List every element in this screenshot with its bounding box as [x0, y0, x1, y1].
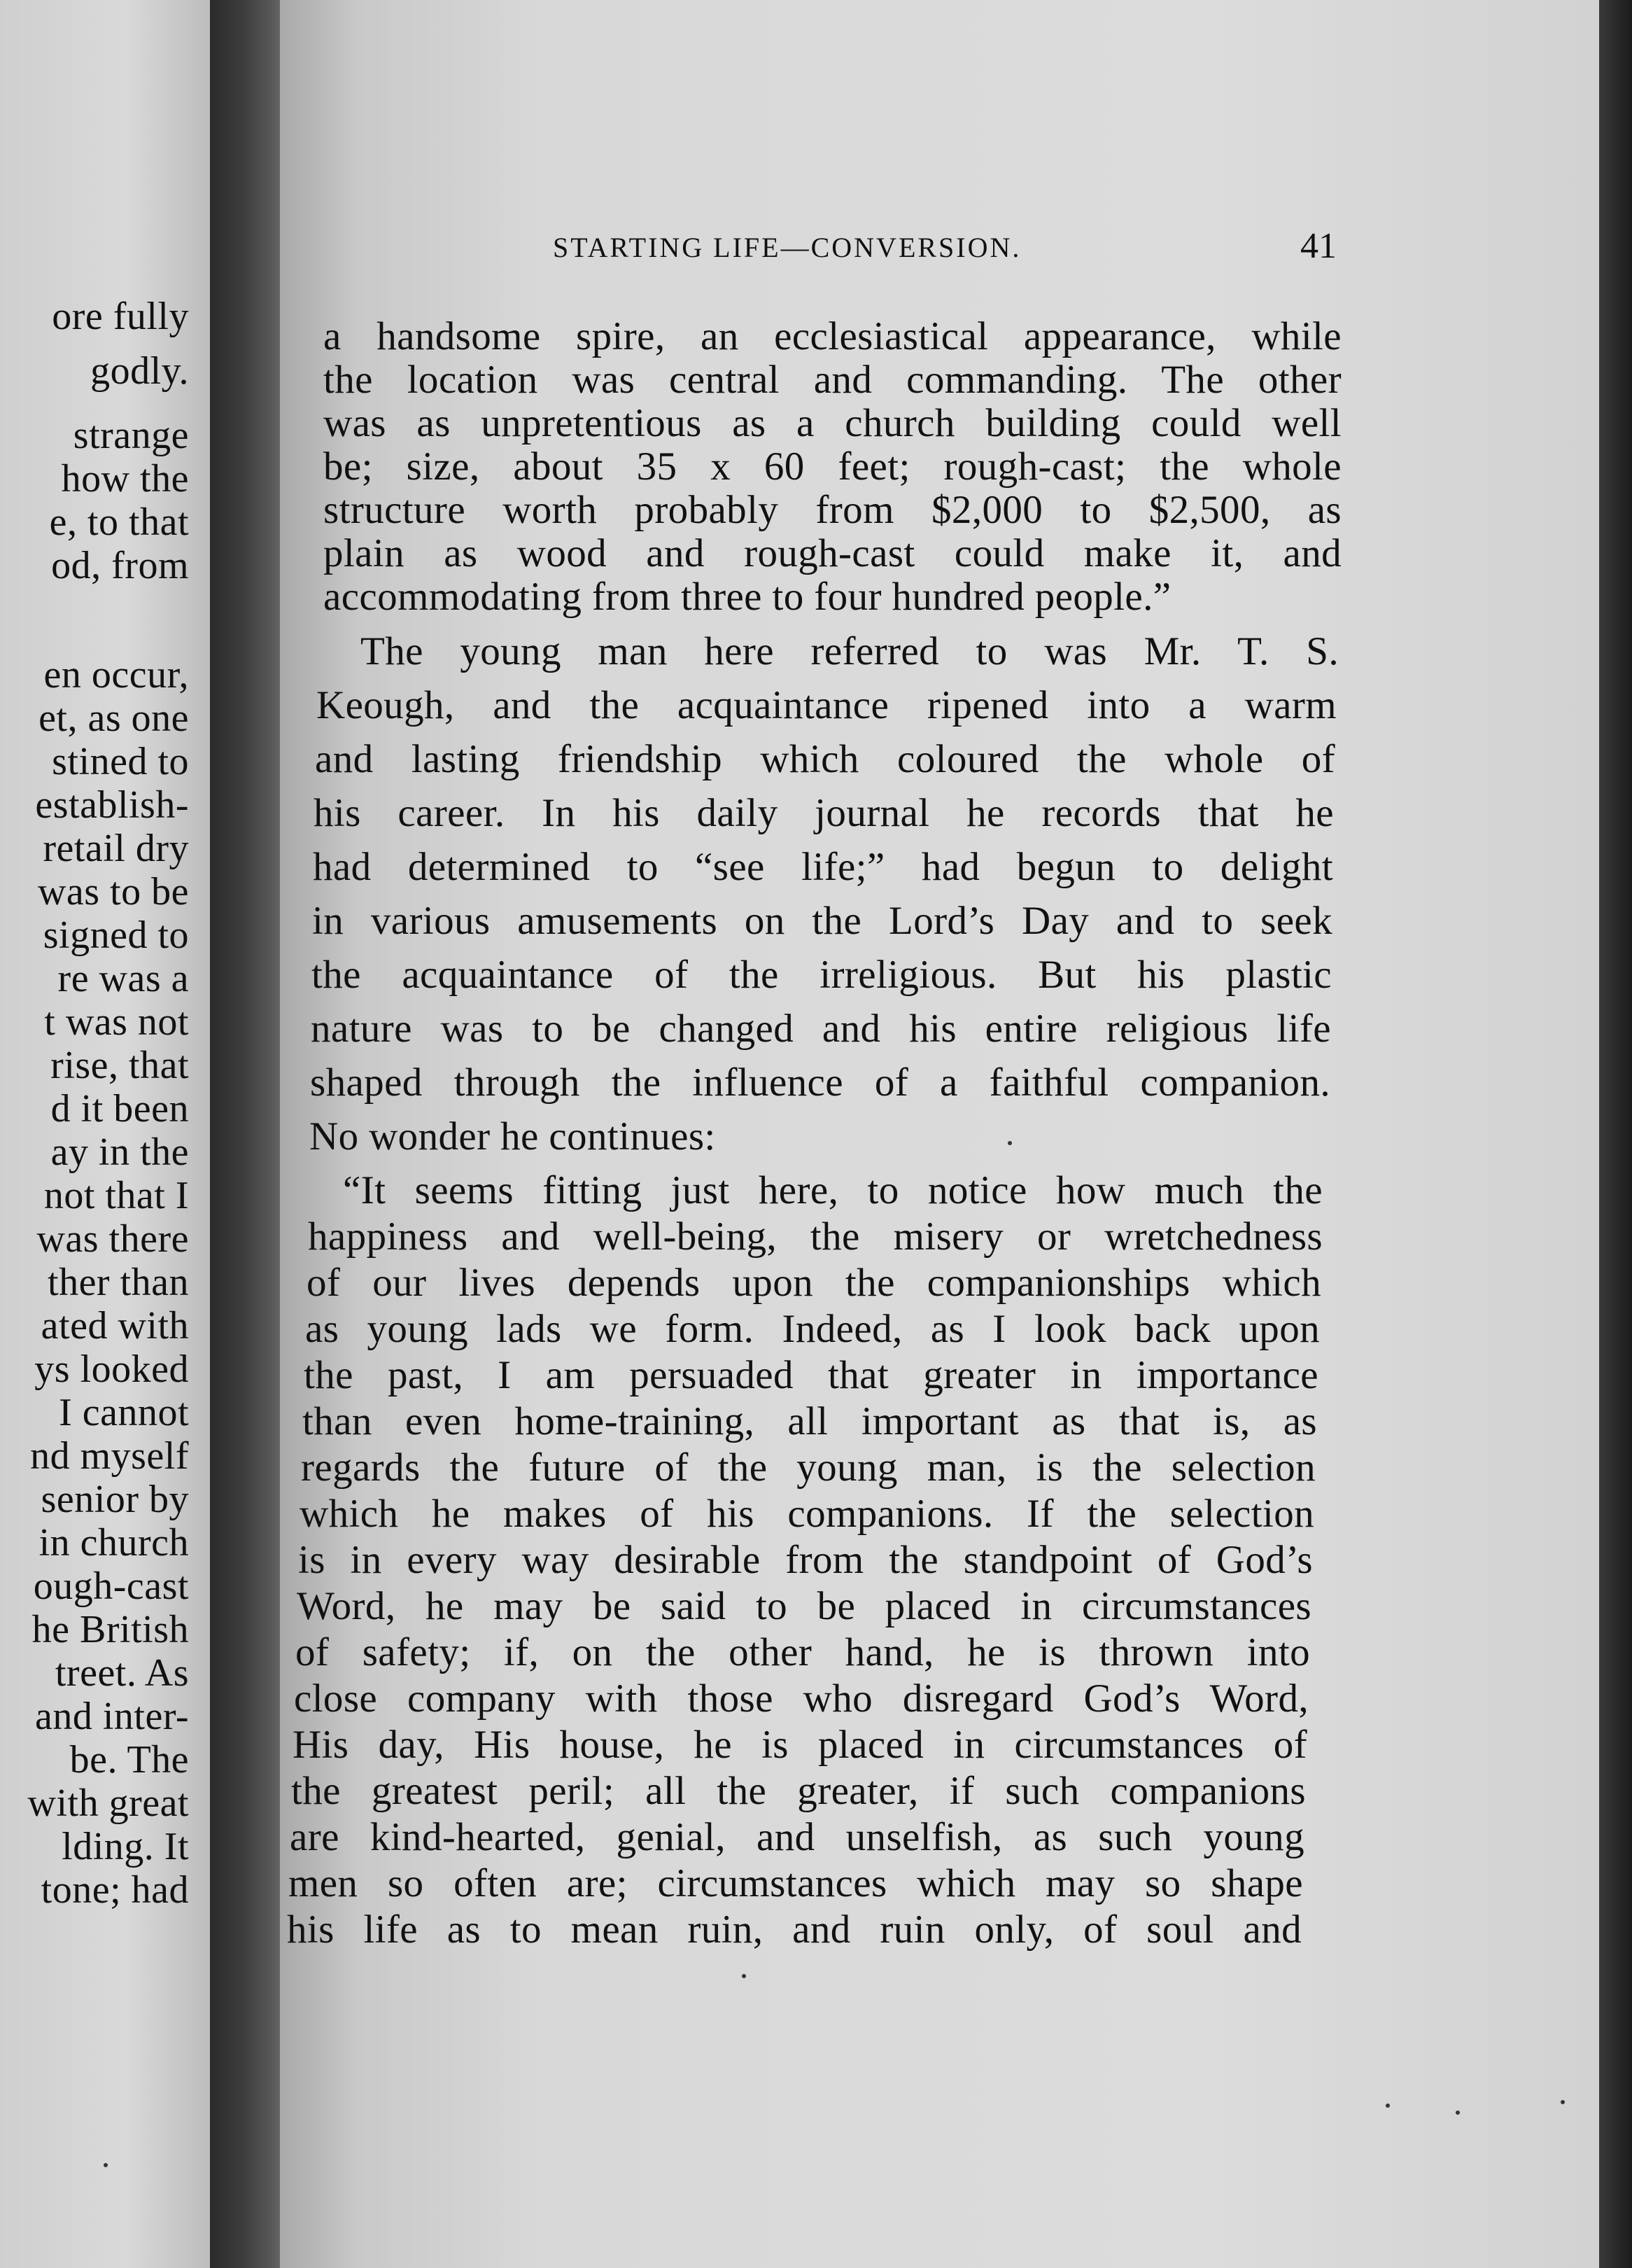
left-page-line: he British [31, 1608, 189, 1651]
body-line: nature was to be changed and his entire religious life [311, 1007, 1331, 1051]
body-line: be; size, about 35 x 60 feet; rough-cast; the whole [323, 444, 1342, 489]
body-line: accommodating from three to four hundred people.” [323, 575, 1172, 619]
body-line: had determined to “see life;” had begun to delight [313, 845, 1333, 889]
body-line: happiness and well-being, the misery or wretchedness [308, 1214, 1323, 1259]
body-line: close company with those who disregard God’s Word, [294, 1676, 1309, 1721]
left-page-line: ys looked [34, 1348, 189, 1391]
print-speck [1008, 1141, 1012, 1145]
left-page-line: not that I [43, 1174, 189, 1217]
left-page-line: retail dry [43, 827, 189, 870]
left-page-line: lding. It [62, 1825, 189, 1868]
body-line: Word, he may be said to be placed in circumstances [297, 1584, 1311, 1628]
print-speck [1561, 2100, 1565, 2104]
left-page-line: ated with [41, 1304, 189, 1348]
body-line: of safety; if, on the other hand, he is thrown into [295, 1630, 1310, 1674]
left-page-line: d it been [50, 1087, 189, 1130]
left-page-line: et, as one [38, 696, 189, 740]
body-line: of our lives depends upon the companionships which [307, 1261, 1321, 1305]
left-page-line: I cannot [59, 1391, 189, 1434]
left-page-line: signed to [43, 913, 189, 957]
body-line: the acquaintance of the irreligious. But his plastic [311, 953, 1332, 997]
body-line: his career. In his daily journal he records that he [314, 791, 1334, 835]
body-line: are kind-hearted, genial, and unselfish, as such young [290, 1815, 1304, 1859]
left-page-line: treet. As [55, 1651, 189, 1695]
body-line: a handsome spire, an ecclesiastical appearance, while [323, 314, 1342, 358]
print-speck [1386, 2104, 1390, 2108]
body-line: No wonder he continues: [309, 1114, 716, 1158]
left-facing-page [0, 0, 210, 2268]
left-page-line: godly. [90, 349, 189, 393]
left-page-line: en occur, [43, 653, 189, 696]
body-line: which he makes of his companions. If the selection [300, 1492, 1314, 1536]
left-page-line: be. The [69, 1738, 189, 1782]
left-page-line: with great [27, 1782, 189, 1825]
body-line: The young man here referred to was Mr. T. S. [360, 629, 1339, 673]
body-line: than even home-training, all important as that is, as [302, 1399, 1317, 1443]
left-page-line: rise, that [50, 1044, 189, 1087]
print-speck [104, 2163, 108, 2167]
left-page-line: od, from [51, 544, 189, 587]
body-line: Keough, and the acquaintance ripened into a warm [316, 683, 1337, 727]
body-line: men so often are; circumstances which may so shape [288, 1861, 1303, 1905]
body-line: shaped through the influence of a faithful companion. [310, 1060, 1330, 1105]
left-page-line: tone; had [41, 1868, 189, 1912]
left-page-line: was there [36, 1217, 189, 1261]
body-line: as young lads we form. Indeed, as I look back upon [305, 1307, 1320, 1351]
left-page-line: nd myself [30, 1434, 189, 1478]
body-line: his life as to mean ruin, and ruin only, of soul and [287, 1907, 1302, 1952]
left-page-line: and inter- [34, 1695, 189, 1738]
left-page-line: in church [38, 1521, 189, 1564]
page-edge-shadow [1599, 0, 1632, 2268]
left-page-line: t was not [44, 1000, 189, 1044]
body-line: the past, I am persuaded that greater in importance [304, 1353, 1318, 1397]
left-page-line: re was a [57, 957, 189, 1000]
left-page-line: was to be [37, 870, 189, 913]
left-page-line: strange [73, 414, 189, 457]
running-header: STARTING LIFE—CONVERSION. [553, 232, 1022, 263]
left-page-line: how the [61, 457, 189, 500]
left-page-line: senior by [41, 1478, 189, 1521]
left-page-line: ore fully [52, 295, 189, 338]
body-line: regards the future of the young man, is the selection [301, 1446, 1316, 1490]
left-page-line: establish- [35, 783, 189, 827]
body-line: the greatest peril; all the greater, if such companions [291, 1769, 1306, 1813]
body-line: was as unpretentious as a church building could well [323, 401, 1342, 445]
body-line: His day, His house, he is placed in circumstances of [293, 1723, 1307, 1767]
body-line: plain as wood and rough-cast could make it, and [323, 531, 1342, 575]
left-page-line: ther than [48, 1261, 189, 1304]
body-line: structure worth probably from $2,000 to $2,500, as [323, 488, 1342, 532]
page-number: 41 [1300, 226, 1337, 266]
body-line: “It seems fitting just here, to notice how much the [343, 1168, 1323, 1212]
body-line: and lasting friendship which coloured the whole of [315, 737, 1335, 781]
left-page-line: stined to [52, 740, 189, 783]
left-page-line: ay in the [50, 1130, 189, 1174]
body-line: is in every way desirable from the standpoint of God’s [298, 1538, 1313, 1582]
body-line: the location was central and commanding. The other [323, 358, 1342, 402]
left-page-line: ough-cast [33, 1564, 189, 1608]
left-page-line: e, to that [49, 500, 189, 544]
body-line: in various amusements on the Lord’s Day and to seek [312, 899, 1332, 943]
print-speck [1456, 2110, 1460, 2115]
print-speck [742, 1974, 746, 1978]
